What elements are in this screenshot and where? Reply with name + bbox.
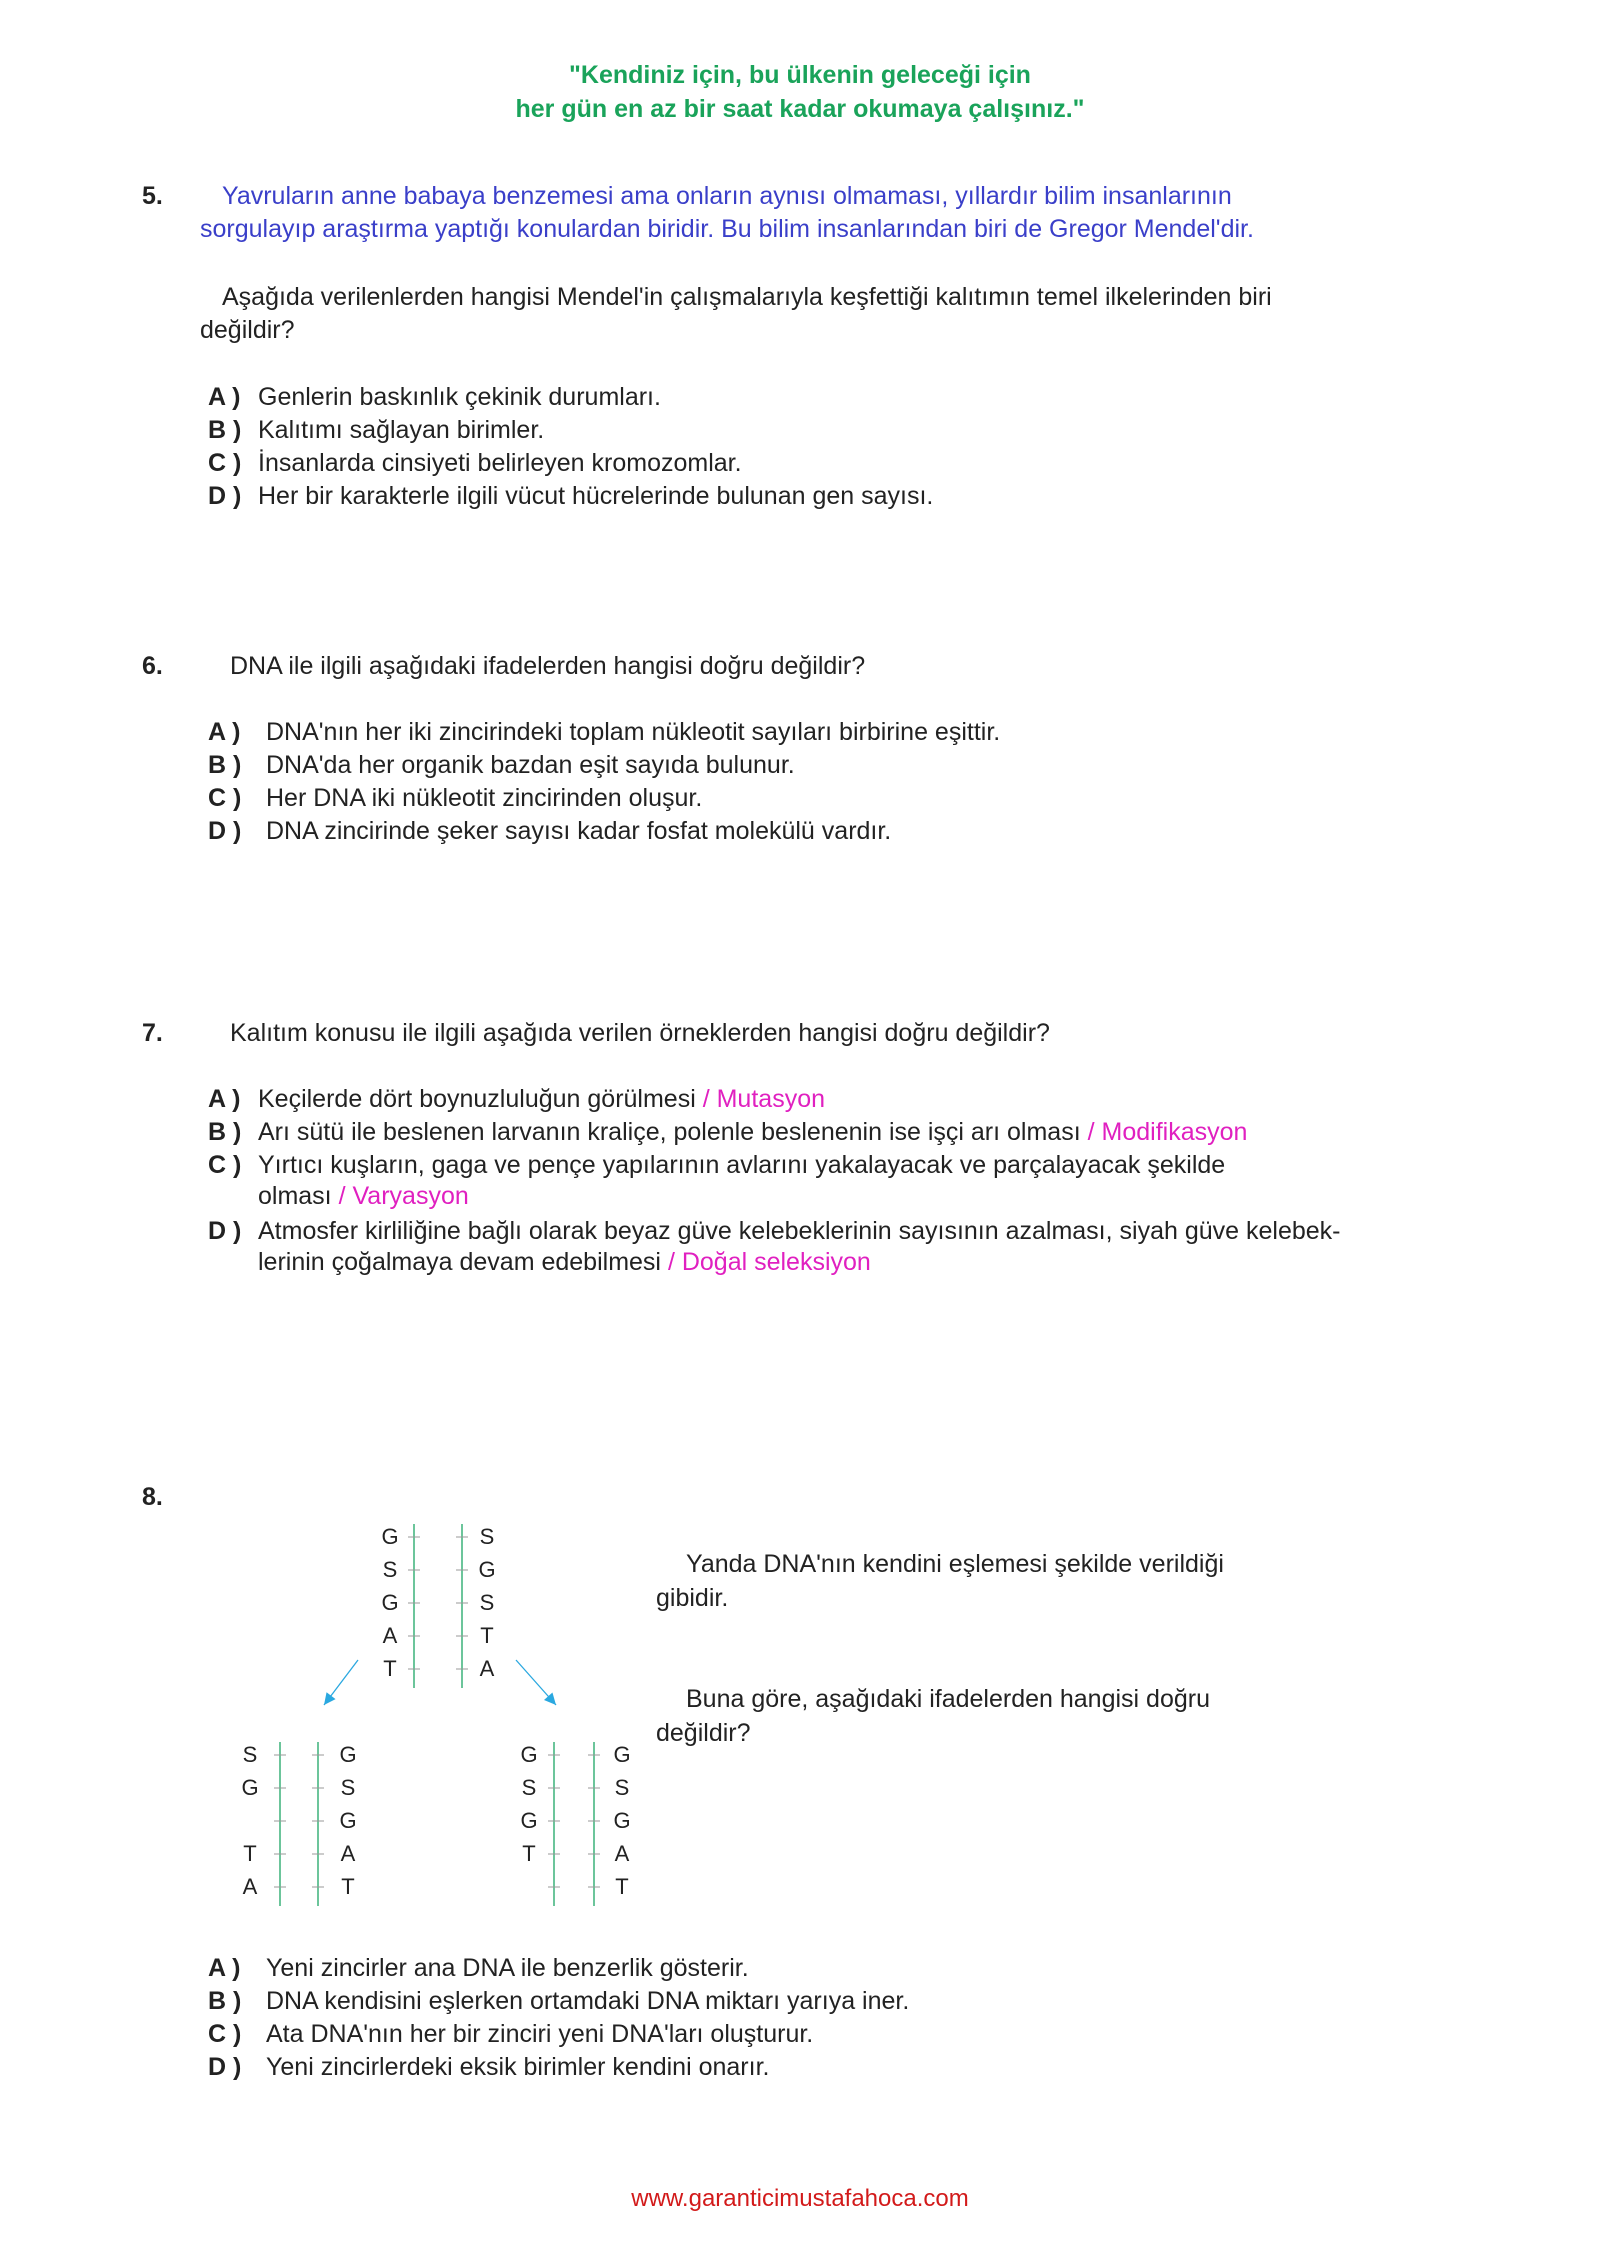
q6-option-a[interactable] [208, 716, 1000, 749]
q6-option-d[interactable] [208, 815, 891, 848]
parent-dna-base-left: G [381, 1590, 399, 1615]
parent-dna-base-right: G [478, 1557, 496, 1582]
child-dna-1-base-left: T [243, 1841, 257, 1866]
option-text: Arı sütü ile beslenen larvanın kraliçe, polenle beslenenin ise işçi arı olması [258, 1118, 1081, 1146]
child-dna-1-base-right: A [340, 1841, 356, 1866]
q8-option-d[interactable] [208, 2051, 769, 2084]
option-text: Ata DNA'nın her bir zinciri yeni DNA'ları oluşturur. [266, 2020, 814, 2048]
option-label: D ) [208, 817, 242, 845]
parent-dna-base-left: A [382, 1623, 398, 1648]
option-text: DNA kendisini eşlerken ortamdaki DNA miktarı yarıya iner. [266, 1987, 910, 2015]
option-text: DNA'da her organik bazdan eşit sayıda bulunur. [266, 751, 795, 779]
parent-dna-base-right: S [479, 1590, 495, 1615]
q7-option-c[interactable] [208, 1149, 1225, 1182]
child-dna-1-base-left: A [242, 1874, 258, 1899]
option-text-continued: lerinin çoğalmaya devam edebilmesi [258, 1248, 661, 1276]
q7-option-a[interactable] [208, 1083, 825, 1116]
parent-dna-base-right: T [480, 1623, 494, 1648]
option-text: Genlerin baskınlık çekinik durumları. [258, 383, 661, 411]
parent-dna-base-right: A [479, 1656, 495, 1681]
q8-number: 8. [142, 1483, 163, 1511]
option-text: Kalıtımı sağlayan birimler. [258, 416, 545, 444]
child-dna-1-base-right: G [339, 1808, 357, 1833]
q5-number: 5. [142, 182, 163, 210]
child-dna-2-base-right: T [615, 1874, 629, 1899]
child-dna-2-base-right: S [614, 1775, 630, 1800]
q8-side-line-1: Yanda DNA'nın kendini eşlemesi şekilde verildiği [686, 1550, 1224, 1578]
footer-website[interactable]: www.garanticimustafahoca.com [631, 2185, 969, 2212]
option-label: B ) [208, 1987, 242, 2015]
child-dna-1-base-right: S [340, 1775, 356, 1800]
q7-option-b[interactable] [208, 1116, 1247, 1149]
child-dna-1-base-right: T [341, 1874, 355, 1899]
dna-replication-diagram [220, 1510, 640, 1910]
q5-option-c[interactable] [208, 447, 742, 480]
q8-option-b[interactable] [208, 1985, 909, 2018]
option-text-continued: olması [258, 1182, 332, 1210]
q5-option-a[interactable] [208, 381, 661, 414]
q5-intro-line-1: Yavruların anne babaya benzemesi ama onların aynısı olmaması, yıllardır bilim insanlarının [222, 182, 1232, 210]
motto-line-2: her gün en az bir saat kadar okumaya çalışınız." [515, 95, 1085, 123]
option-label: D ) [208, 1217, 242, 1245]
q7-option-d-continued [258, 1248, 871, 1277]
option-label: A ) [208, 383, 241, 411]
q8-side-line-3: Buna göre, aşağıdaki ifadelerden hangisi doğru [686, 1685, 1210, 1713]
option-text: Her DNA iki nükleotit zincirinden oluşur. [266, 784, 703, 812]
arrow-left-icon-head [324, 1692, 336, 1705]
option-text: İnsanlarda cinsiyeti belirleyen kromozomlar. [258, 449, 742, 477]
option-label: B ) [208, 416, 242, 444]
option-text: Her bir karakterle ilgili vücut hücrelerinde bulunan gen sayısı. [258, 482, 934, 510]
child-dna-2-base-left: G [520, 1808, 538, 1833]
option-text: Atmosfer kirliliğine bağlı olarak beyaz güve kelebeklerinin sayısının azalması, siyah güve kelebek- [258, 1217, 1341, 1245]
option-tag: / Modifikasyon [1087, 1118, 1248, 1146]
q6-question: DNA ile ilgili aşağıdaki ifadelerden hangisi doğru değildir? [230, 652, 866, 680]
q6-option-b[interactable] [208, 749, 795, 782]
option-label: A ) [208, 1085, 241, 1113]
q8-option-a[interactable] [208, 1952, 749, 1985]
option-text: Yırtıcı kuşların, gaga ve pençe yapılarının avlarını yakalayacak ve parçalayacak şekilde [258, 1151, 1226, 1179]
option-text: DNA zincirinde şeker sayısı kadar fosfat molekülü vardır. [266, 817, 892, 845]
child-dna-2-base-left: S [521, 1775, 537, 1800]
option-label: B ) [208, 1118, 242, 1146]
child-dna-1-base-left: S [242, 1742, 258, 1767]
q5-option-d[interactable] [208, 480, 933, 513]
q7-option-d[interactable] [208, 1215, 1340, 1248]
parent-dna-base-left: G [381, 1524, 399, 1549]
q7-number: 7. [142, 1019, 163, 1047]
q7-question: Kalıtım konusu ile ilgili aşağıda verilen örneklerden hangisi doğru değildir? [230, 1019, 1050, 1047]
option-label: C ) [208, 1151, 242, 1179]
option-label: C ) [208, 449, 242, 477]
option-label: D ) [208, 2053, 242, 2081]
option-label: B ) [208, 751, 242, 779]
parent-dna-base-left: S [382, 1557, 398, 1582]
q5-question-line-2: değildir? [200, 316, 295, 344]
q8-option-c[interactable] [208, 2018, 813, 2051]
q7-option-c-continued [258, 1182, 469, 1211]
option-label: C ) [208, 784, 242, 812]
child-dna-2-base-right: G [613, 1808, 631, 1833]
option-label: A ) [208, 718, 241, 746]
parent-dna-base-right: S [479, 1524, 495, 1549]
child-dna-2-base-right: A [614, 1841, 630, 1866]
motto-line-1: "Kendiniz için, bu ülkenin geleceği için [569, 61, 1031, 89]
option-text: Yeni zincirler ana DNA ile benzerlik gösterir. [266, 1954, 749, 1982]
q5-question-line-1: Aşağıda verilenlerden hangisi Mendel'in çalışmalarıyla keşfettiği kalıtımın temel ilkelerinden biri [222, 283, 1272, 311]
option-label: A ) [208, 1954, 241, 1982]
child-dna-2-base-right: G [613, 1742, 631, 1767]
option-label: D ) [208, 482, 242, 510]
child-dna-2-base-left: G [520, 1742, 538, 1767]
motto [0, 58, 1600, 126]
parent-dna-base-left: T [383, 1656, 397, 1681]
q5-intro-line-2: sorgulayıp araştırma yaptığı konulardan biridir. Bu bilim insanlarından biri de Gregor Mendel'dir. [200, 215, 1254, 243]
child-dna-2-base-left: T [522, 1841, 536, 1866]
q6-number: 6. [142, 652, 163, 680]
option-tag: / Mutasyon [702, 1085, 825, 1113]
option-label: C ) [208, 2020, 242, 2048]
q8-side-line-2: gibidir. [656, 1584, 729, 1612]
child-dna-1-base-left: G [241, 1775, 259, 1800]
q8-side-line-4: değildir? [656, 1719, 751, 1747]
q5-option-b[interactable] [208, 414, 544, 447]
option-text: DNA'nın her iki zincirindeki toplam nükleotit sayıları birbirine eşittir. [266, 718, 1001, 746]
child-dna-1-base-right: G [339, 1742, 357, 1767]
q6-option-c[interactable] [208, 782, 702, 815]
option-tag: / Varyasyon [338, 1182, 469, 1210]
option-text: Keçilerde dört boynuzluluğun görülmesi [258, 1085, 696, 1113]
option-tag: / Doğal seleksiyon [667, 1248, 871, 1276]
option-text: Yeni zincirlerdeki eksik birimler kendini onarır. [266, 2053, 770, 2081]
